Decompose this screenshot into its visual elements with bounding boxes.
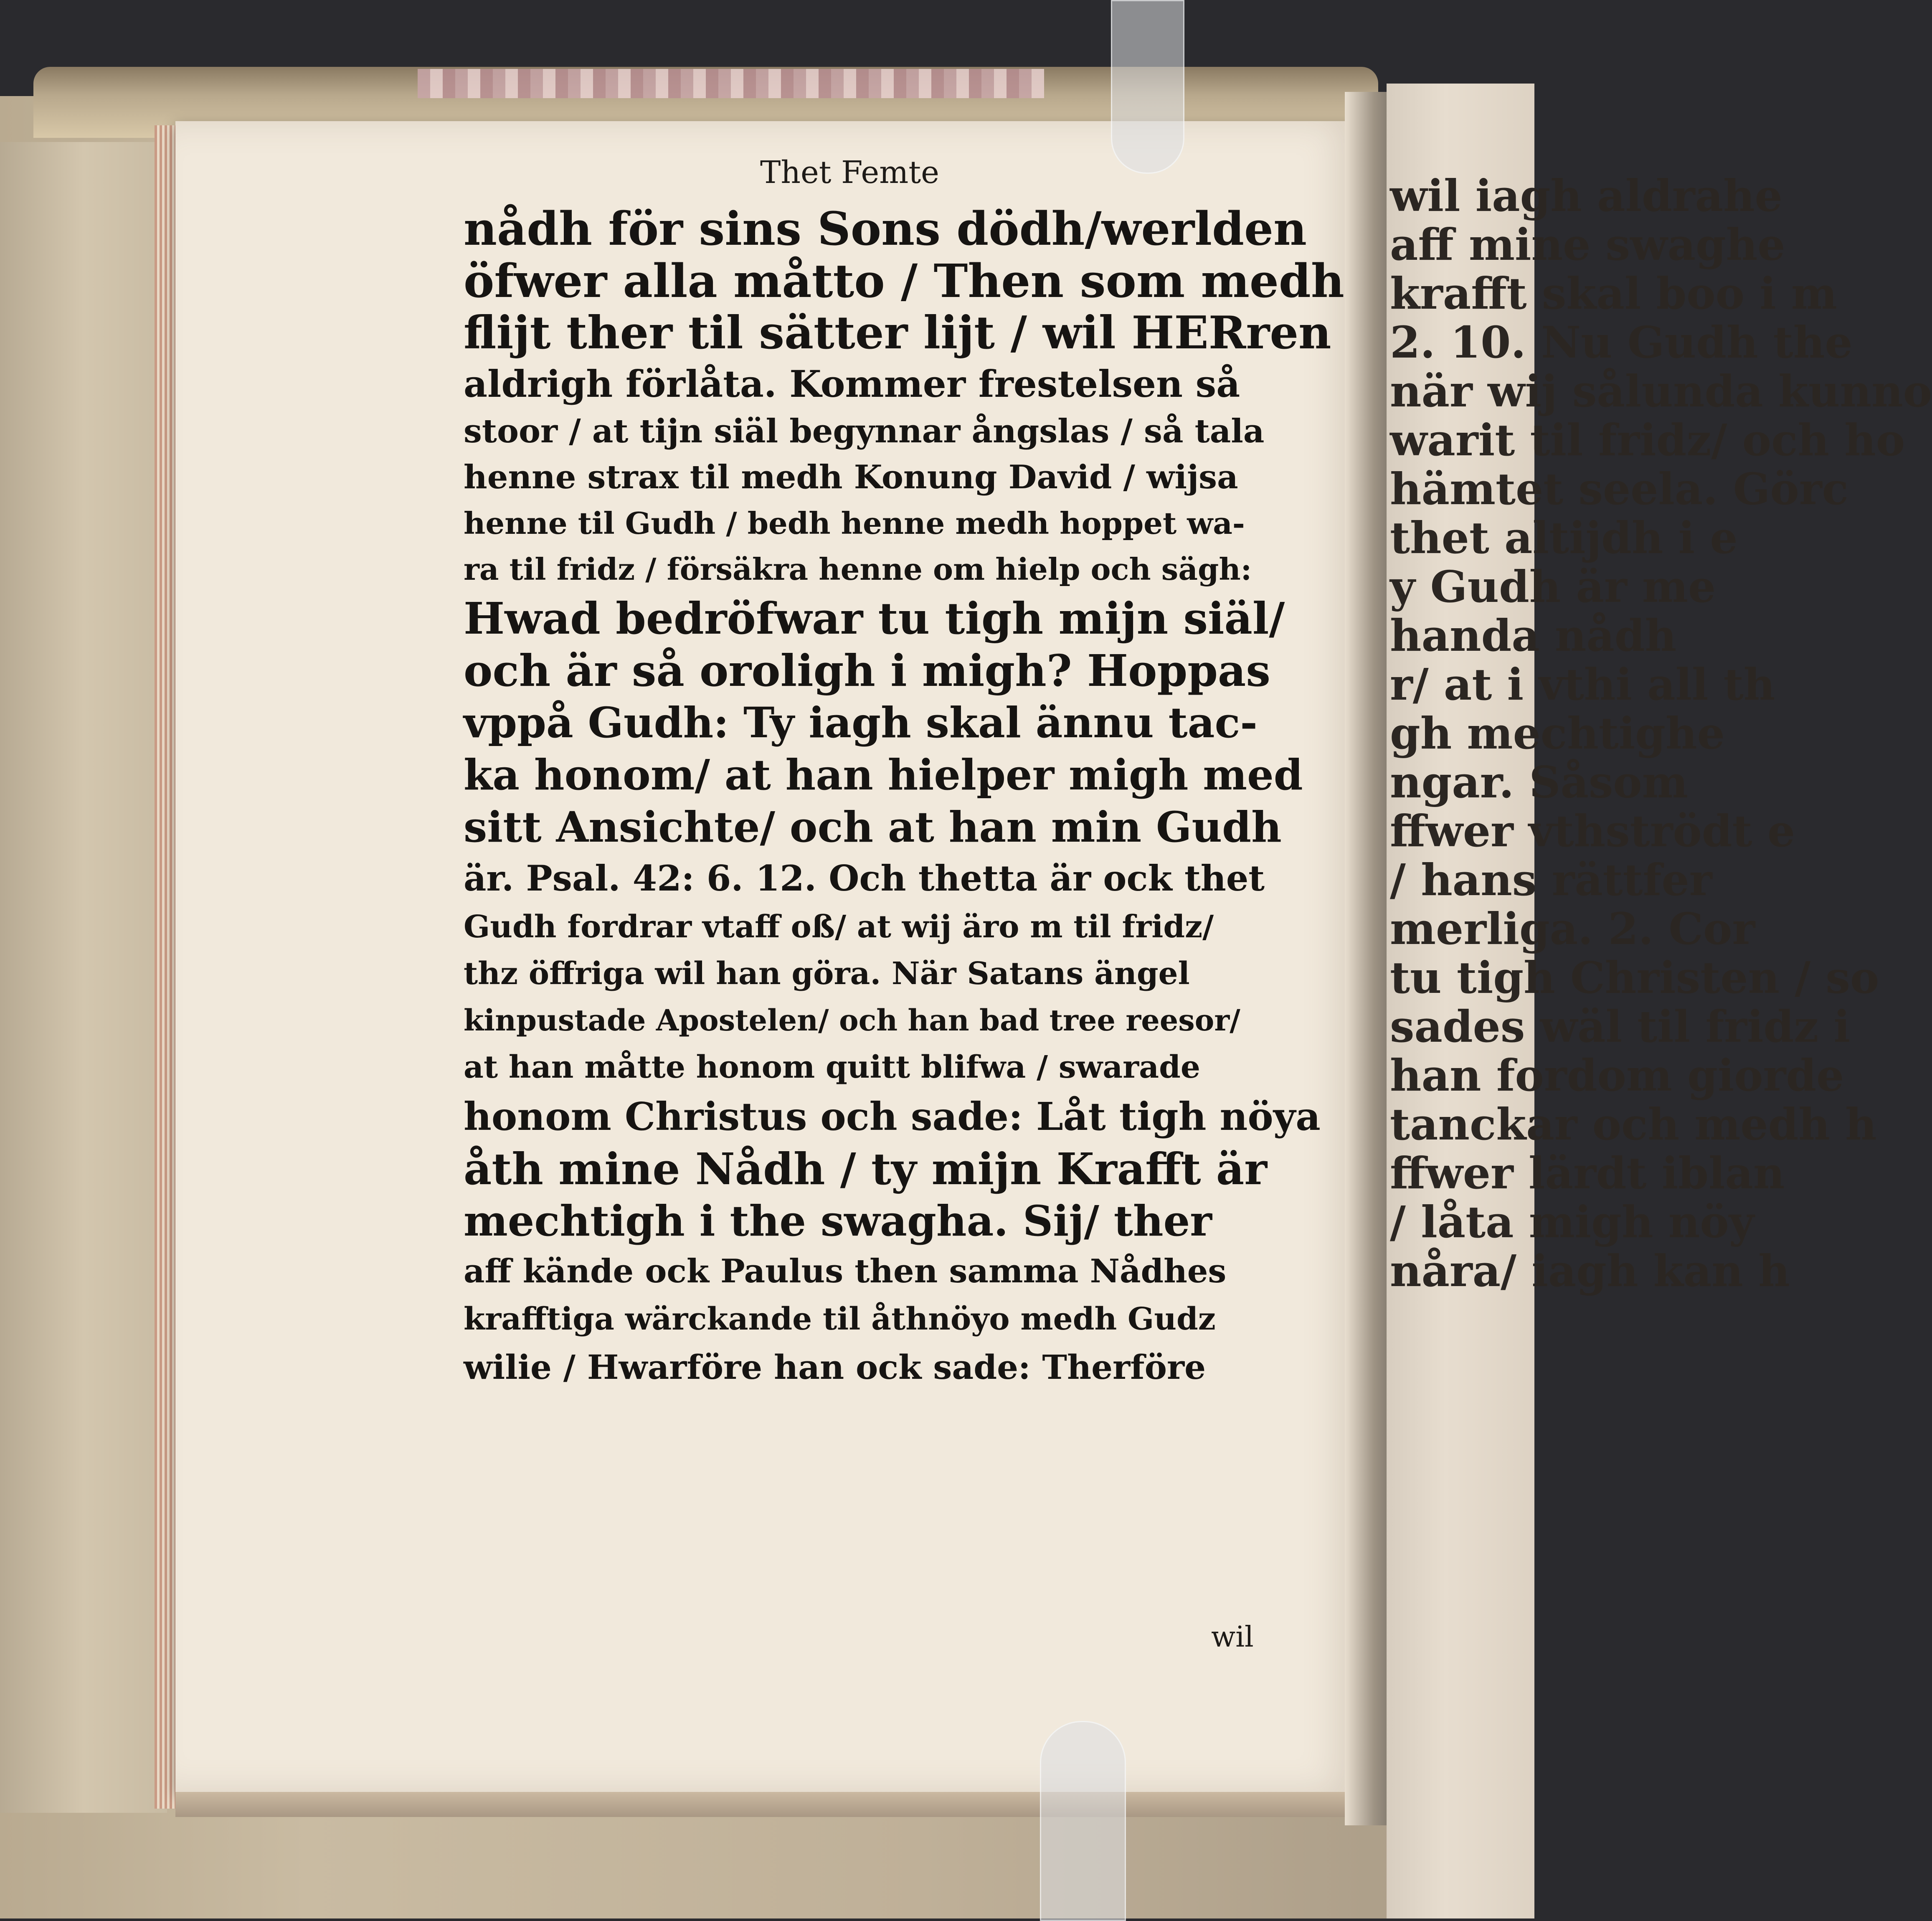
facing-line: när wij sålunda kunno xyxy=(1390,365,1932,417)
facing-line: ngar. Såsom xyxy=(1390,756,1688,808)
facing-line: tu tigh Christen / so xyxy=(1390,952,1879,1003)
text-line: åth mine Nådh / ty mijn Krafft är xyxy=(464,1143,1267,1195)
facing-line: ffwer lärdt iblan xyxy=(1390,1147,1785,1199)
facing-line: aff mine swaghe xyxy=(1390,219,1785,270)
facing-line: wil iagh aldrahe xyxy=(1390,170,1782,221)
text-line: aff kände ock Paulus then samma Nådhes xyxy=(464,1252,1227,1290)
page-clip-top xyxy=(1111,0,1184,174)
facing-page-text xyxy=(1390,170,1932,1297)
facing-line: / låta migh nöy xyxy=(1390,1196,1755,1248)
text-line: krafftiga wärckande til åthnöyo medh Gudz xyxy=(464,1301,1216,1337)
text-line: henne strax til medh Konung David / wijsa xyxy=(464,458,1238,496)
text-line: kinpustade Apostelen/ och han bad tree reesor/ xyxy=(464,1003,1240,1038)
text-line: mechtigh i the swagha. Sij/ ther xyxy=(464,1196,1212,1246)
facing-line: nåra/ iagh kan h xyxy=(1390,1245,1790,1297)
page-clip-bottom xyxy=(1040,1721,1126,1921)
text-line: honom Christus och sade: Låt tigh nöya xyxy=(464,1094,1321,1139)
text-line: wilie / Hwarföre han ock sade: Therföre xyxy=(464,1347,1206,1387)
facing-line: han fordom giorde xyxy=(1390,1050,1844,1101)
text-line: henne til Gudh / bedh henne medh hoppet wa- xyxy=(464,505,1245,541)
facing-line: 2. 10. Nu Gudh the xyxy=(1390,317,1853,368)
text-line: flijt ther til sätter lijt / wil HERren xyxy=(464,307,1331,359)
text-line: och är så oroligh i migh? Hoppas xyxy=(464,645,1270,696)
main-text-block xyxy=(464,155,1344,1391)
text-line: nådh för sins Sons dödh/werlden xyxy=(464,202,1307,256)
text-line: stoor / at tijn siäl begynnar ångslas / så tala xyxy=(464,412,1265,450)
text-line: öfwer alla måtto / Then som medh xyxy=(464,254,1344,308)
left-board-edge xyxy=(0,142,167,1813)
text-line: Gudh fordrar vtaff oß/ at wij äro m til fridz/ xyxy=(464,909,1214,945)
facing-line: r/ at i vthi all th xyxy=(1390,659,1775,710)
running-head: Thet Femte xyxy=(760,155,939,190)
text-line: aldrigh förlåta. Kommer frestelsen så xyxy=(464,362,1240,406)
text-line: vppå Gudh: Ty iagh skal ännu tac- xyxy=(464,698,1258,747)
text-line: at han måtte honom quitt blifwa / swarade xyxy=(464,1049,1200,1085)
facing-line: merliga. 2. Cor xyxy=(1390,903,1755,954)
text-line: är. Psal. 42: 6. 12. Och thetta är ock thet xyxy=(464,858,1265,899)
facing-line: / hans rättfer xyxy=(1390,854,1712,906)
facing-line: thet altijdh i e xyxy=(1390,512,1738,563)
facing-line: tanckar och medh h xyxy=(1390,1099,1877,1150)
text-line: sitt Ansichte/ och at han min Gudh xyxy=(464,802,1282,852)
text-line: ra til fridz / försäkra henne om hielp och sägh: xyxy=(464,551,1252,587)
text-line: ka honom/ at han hielper migh med xyxy=(464,750,1303,799)
facing-line: handa nådh xyxy=(1390,610,1677,661)
text-line: Hwad bedröfwar tu tigh mijn siäl/ xyxy=(464,593,1285,644)
catchword: wil xyxy=(1211,1621,1254,1654)
facing-line: hämtet seela. Görc xyxy=(1390,463,1848,515)
text-line: thz öffriga wil han göra. När Satans ängel xyxy=(464,956,1190,992)
facing-line: ffwer vthströdt e xyxy=(1390,805,1795,857)
facing-line: y Gudh är me xyxy=(1390,561,1716,612)
facing-line: sades wäl til fridz i xyxy=(1390,1001,1851,1052)
facing-line: gh mechtighe xyxy=(1390,708,1725,759)
facing-page xyxy=(1387,84,1932,1918)
headband-cloth xyxy=(418,69,1044,98)
facing-line: krafft skal boo i m xyxy=(1390,268,1837,319)
bottom-page-edge xyxy=(175,1792,1378,1817)
facing-line: warit til fridz/ och ho xyxy=(1390,414,1905,466)
